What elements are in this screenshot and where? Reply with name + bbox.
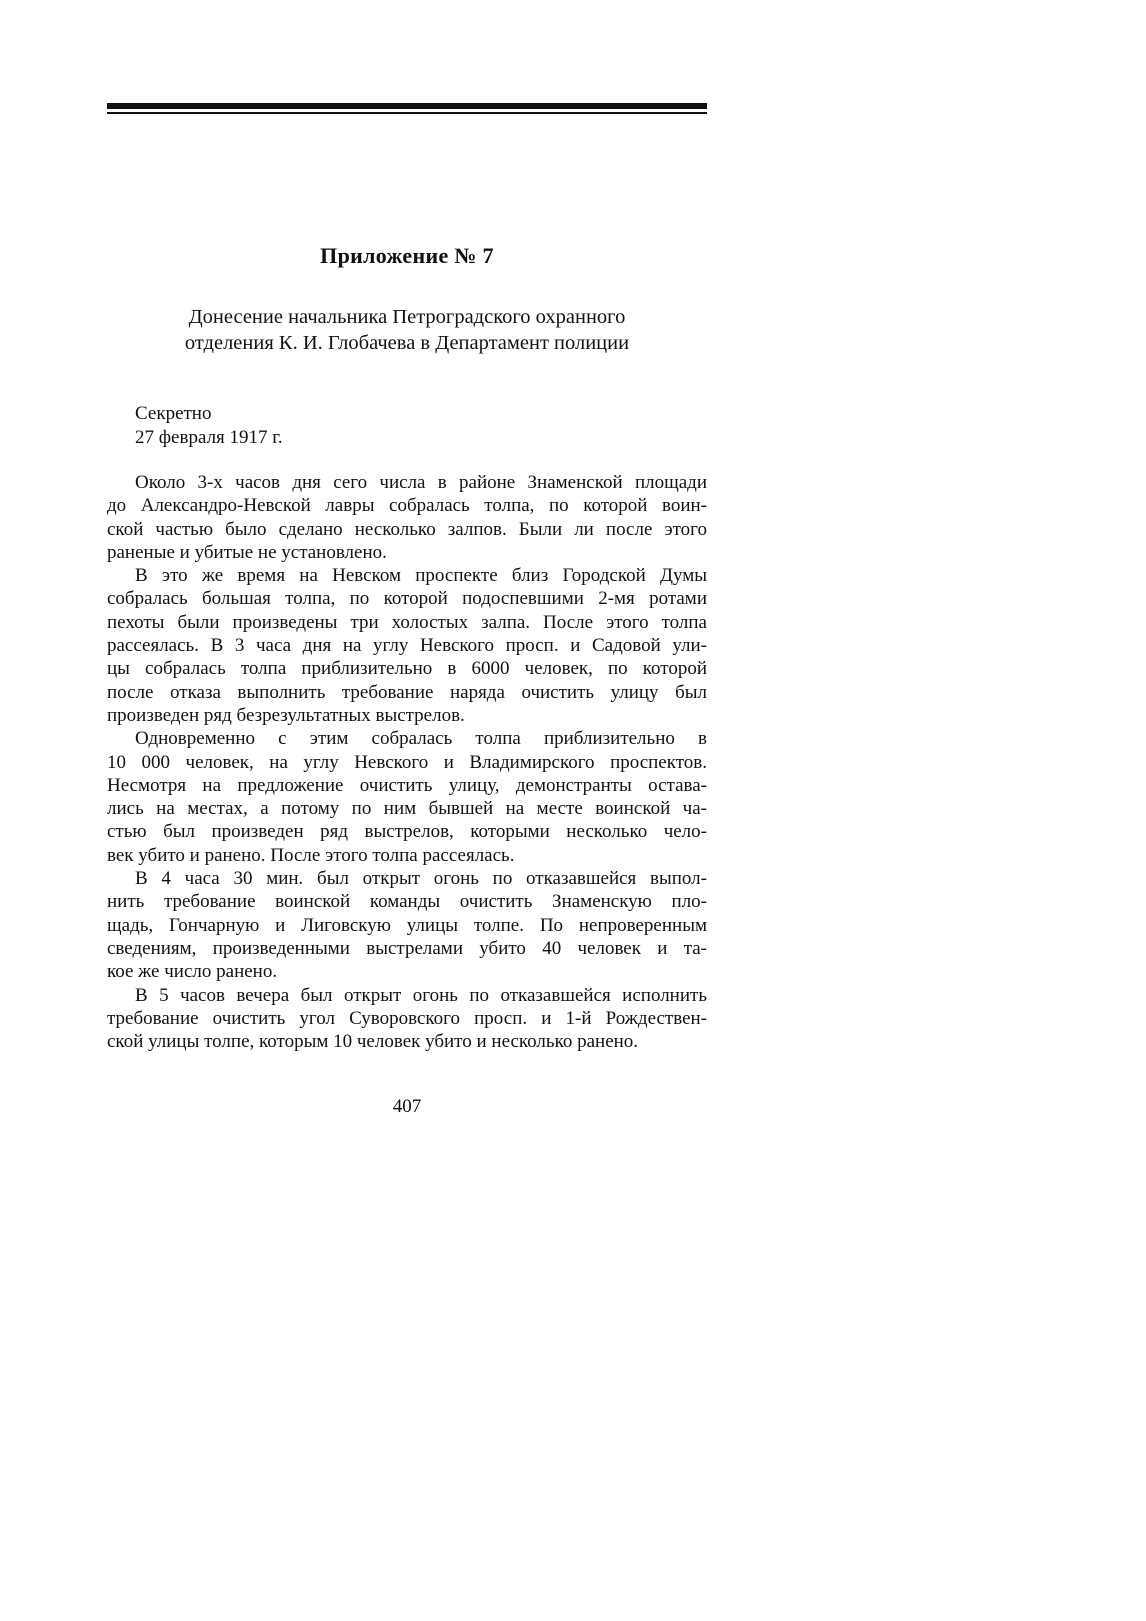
paragraph-line: раненые и убитые не установлено. [107,541,387,563]
paragraph-line: цы собралась толпа приблизительно в 6000 человек, по которой [107,658,707,680]
paragraph-line: ской улицы толпе, которым 10 человек убито и несколько ранено. [107,1031,639,1053]
document-title [107,304,707,356]
paragraph-line: нить требование воинской команды очистить Знаменскую пло- [107,891,707,913]
paragraph-line: рассеялась. В 3 часа дня на углу Невского просп. и Садовой ули- [107,635,707,657]
document-title-line: отделения К. И. Глобачева в Департамент полиции [184,332,630,354]
appendix-heading: Приложение № 7 [320,243,494,268]
body-paragraph [107,984,707,1054]
paragraph-line: щадь, Гончарную и Лиговскую улицы толпе. По непроверенным [107,914,707,936]
paragraph-line: до Александро-Невской лавры собралась толпа, по которой воин- [107,495,707,517]
paragraph-line: 10 000 человек, на углу Невского и Владимирского проспектов. [107,751,707,773]
document-title-line: Донесение начальника Петроградского охранного [188,306,626,328]
page-number: 407 [392,1096,422,1117]
paragraph-line: произведен ряд безрезультатных выстрелов. [107,704,465,726]
paragraph-line: Одновременно с этим собралась толпа приблизительно в [135,728,707,750]
body-paragraph [107,867,707,983]
header-rule-thick [107,103,707,109]
body-paragraph [107,727,707,867]
paragraph-line: лись на местах, а потому по ним бывшей на месте воинской ча- [107,798,707,820]
paragraph-line: Около 3-х часов дня сего числа в районе Знаменской площади [135,472,707,493]
paragraph-line: век убито и ранено. После этого толпа рассеялась. [107,844,515,866]
document-date: 27 февраля 1917 г. [135,427,283,448]
paragraph-line: пехоты были произведены три холостых залпа. После этого толпа [107,611,707,633]
paragraph-line: Несмотря на предложение очистить улицу, демонстранты остава- [107,774,707,796]
paragraph-line: В это же время на Невском проспекте близ Городской Думы [135,565,707,587]
paragraph-line: В 4 часа 30 мин. был открыт огонь по отказавшейся выпол- [135,868,707,890]
paragraph-line: В 5 часов вечера был открыт огонь по отказавшейся исполнить [135,984,707,1006]
paragraph-line: стью был произведен ряд выстрелов, которыми несколько чело- [107,821,707,843]
paragraph-line: после отказа выполнить требование наряда очистить улицу был [107,681,707,703]
paragraph-line: ской частью было сделано несколько залпов. Были ли после этого [107,518,707,540]
classification-mark: Секретно [135,403,212,424]
paragraph-line: требование очистить угол Суворовского просп. и 1-й Рождествен- [107,1007,707,1029]
header-rule-thin [107,112,707,114]
dateline [135,402,283,450]
paragraph-line: собралась большая толпа, по которой подоспевшими 2-мя ротами [107,588,707,610]
paragraph-line: сведениям, произведенными выстрелами убито 40 человек и та- [107,937,707,959]
body-paragraph [107,471,707,564]
body-paragraph [107,564,707,727]
paragraph-line: кое же число ранено. [107,961,278,983]
body-text [107,471,707,1053]
